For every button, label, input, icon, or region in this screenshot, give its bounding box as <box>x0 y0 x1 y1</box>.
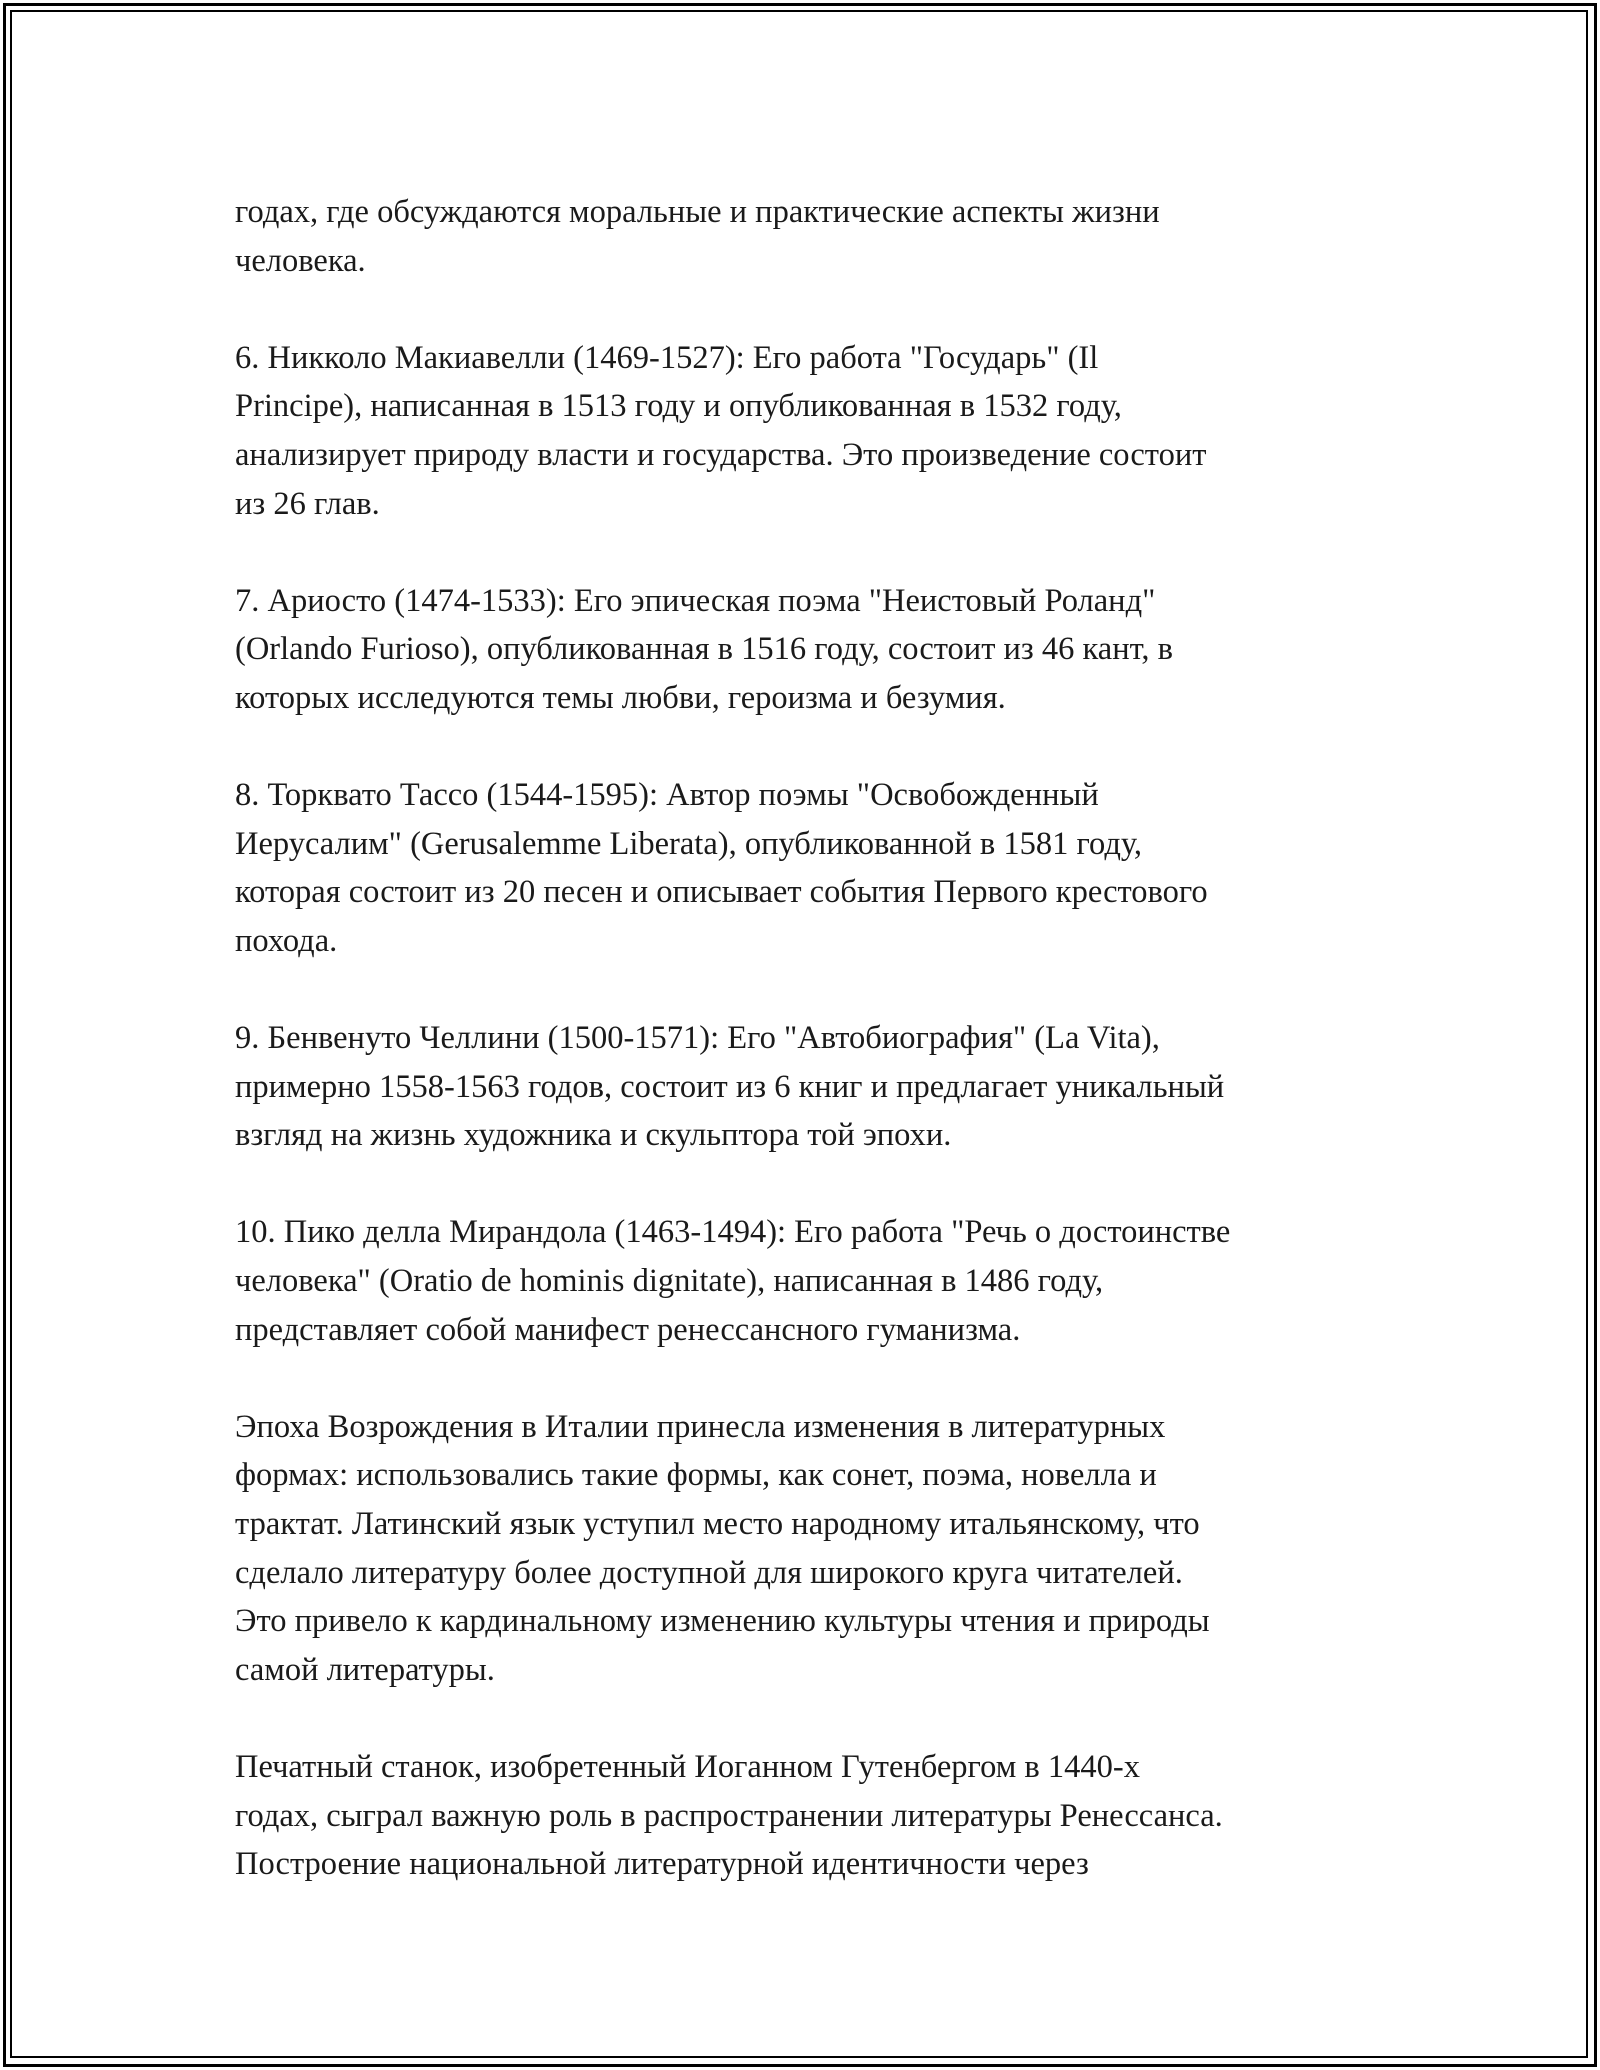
text-line: сделало литературу более доступной для широкого круга читателей. <box>235 1554 1183 1591</box>
text-line: 8. Торквато Тассо (1544-1595): Автор поэмы "Освобожденный <box>235 777 1099 814</box>
paragraph <box>235 188 1375 285</box>
text-line: человека" (Oratio de hominis dignitate), написанная в 1486 году, <box>235 1263 1104 1300</box>
text-line: из 26 глав. <box>235 485 380 522</box>
text-line: годах, где обсуждаются моральные и практические аспекты жизни <box>235 194 1160 230</box>
text-line: 6. Никколо Макиавелли (1469-1527): Его работа "Государь" (Il <box>235 339 1099 376</box>
text-line: самой литературы. <box>235 1651 495 1688</box>
paragraph <box>235 577 1375 723</box>
text-line: 10. Пико делла Мирандола (1463-1494): Его работа "Речь о достоинстве <box>235 1214 1231 1251</box>
text-line: которая состоит из 20 песен и описывает события Первого крестового <box>235 874 1208 911</box>
paragraph <box>235 334 1375 528</box>
text-line: Это привело к кардинальному изменению культуры чтения и природы <box>235 1603 1210 1640</box>
text-line: человека. <box>235 242 366 279</box>
text-line: представляет собой манифест ренессансного гуманизма. <box>235 1311 1021 1348</box>
paragraph <box>235 771 1375 965</box>
text-line: примерно 1558-1563 годов, состоит из 6 книг и предлагает уникальный <box>235 1068 1225 1105</box>
text-line: трактат. Латинский язык уступил место народному итальянскому, что <box>235 1506 1200 1543</box>
paragraph <box>235 1014 1375 1160</box>
text-line: (Orlando Furioso), опубликованная в 1516 году, состоит из 46 кант, в <box>235 631 1173 668</box>
text-line: взгляд на жизнь художника и скульптора той эпохи. <box>235 1117 952 1154</box>
text-line: годах, сыграл важную роль в распространении литературы Ренессанса. <box>235 1797 1223 1834</box>
text-line: 9. Бенвенуто Челлини (1500-1571): Его "Автобиография" (La Vita), <box>235 1020 1160 1057</box>
paragraph <box>235 1743 1375 1889</box>
text-line: Печатный станок, изобретенный Иоганном Гутенбергом в 1440-х <box>235 1749 1140 1785</box>
document-body <box>235 188 1375 1937</box>
text-line: формах: использовались такие формы, как сонет, поэма, новелла и <box>235 1457 1157 1494</box>
paragraph <box>235 1208 1375 1354</box>
text-line: Principe), написанная в 1513 году и опубликованная в 1532 году, <box>235 388 1122 425</box>
text-line: которых исследуются темы любви, героизма и безумия. <box>235 679 1006 716</box>
text-line: Построение национальной литературной идентичности через <box>235 1846 1089 1883</box>
text-line: 7. Ариосто (1474-1533): Его эпическая поэма "Неистовый Роланд" <box>235 582 1156 619</box>
text-line: Эпоха Возрождения в Италии принесла изменения в литературных <box>235 1408 1166 1445</box>
text-line: похода. <box>235 922 338 959</box>
text-line: анализирует природу власти и государства. Это произведение состоит <box>235 436 1207 473</box>
paragraph <box>235 1403 1375 1695</box>
text-line: Иерусалим" (Gerusalemme Liberata), опубликованной в 1581 году, <box>235 825 1143 862</box>
